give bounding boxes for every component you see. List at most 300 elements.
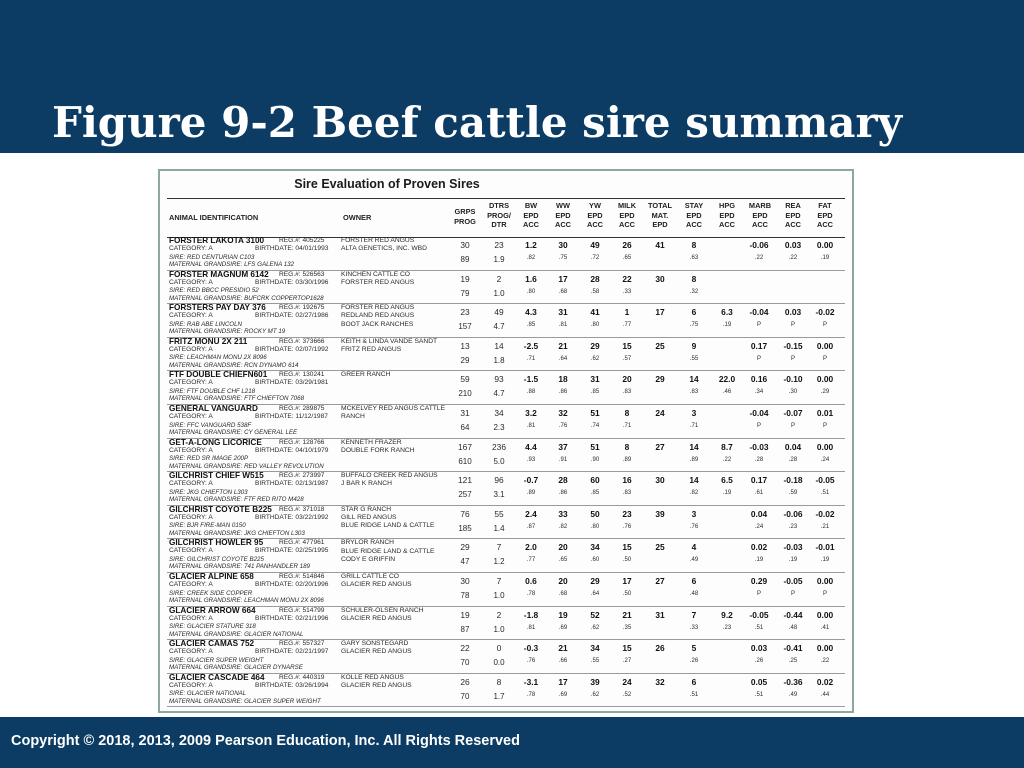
yw-acc: .72 (590, 255, 600, 261)
header-bw (516, 201, 546, 230)
registration-number: REG.#: 557327 (279, 640, 325, 648)
bw-acc: .77 (526, 557, 536, 564)
header-fat-line: FAT (818, 201, 832, 210)
sire: SIRE: CREEK SIDE COPPER (169, 589, 253, 597)
stay-epd: 4 (691, 542, 697, 553)
stay-epd: 6 (691, 576, 697, 586)
sire: SIRE: RED SR IMAGE 200P (169, 455, 249, 463)
registration-number: REG.#: 128766 (279, 438, 325, 446)
owner-name: DOUBLE FORK RANCH (341, 446, 415, 454)
marb-epd: 0.17 (750, 340, 768, 351)
fat-acc: P (822, 322, 827, 329)
rea-acc: P (790, 591, 795, 597)
owner-list (341, 506, 453, 531)
marb-epd: -0.06 (749, 240, 769, 250)
groups-value: 31 (460, 408, 470, 418)
stay-epd: 14 (689, 441, 699, 452)
category: CATEGORY: A (169, 648, 213, 656)
hpg-acc: .46 (722, 389, 732, 396)
bw-acc: .71 (526, 355, 536, 362)
animal-name: FORSTER MAGNUM 6142 (169, 269, 269, 279)
stay-epd: 9 (691, 340, 697, 351)
ww-acc: .69 (558, 624, 568, 631)
marb-epd: 0.02 (750, 542, 768, 553)
fat-epd: 0.00 (816, 340, 834, 351)
table-row (167, 270, 845, 305)
progeny-per-daughter: 4.7 (493, 322, 505, 332)
marb-epd: 0.05 (750, 676, 768, 687)
milk-acc: .65 (622, 255, 632, 261)
sire: SIRE: RAB ABE LINCOLN (169, 320, 243, 328)
birthdate: BIRTHDATE: 03/22/1992 (255, 513, 329, 521)
stay-acc: .83 (689, 389, 699, 396)
marb-acc: P (756, 591, 761, 597)
marb-acc: .19 (754, 557, 764, 564)
milk-epd: 15 (622, 643, 632, 654)
table-row (167, 303, 845, 338)
yw-epd: 29 (590, 340, 600, 351)
total-maternal-epd: 27 (655, 441, 665, 452)
table-row (167, 236, 845, 271)
progeny-value: 78 (460, 591, 470, 600)
fat-epd: -0.01 (815, 542, 835, 553)
table-row (167, 438, 845, 473)
header-yw-line: YW (589, 201, 601, 210)
fat-epd: 0.02 (816, 676, 834, 687)
milk-epd: 8 (624, 408, 630, 418)
ww-epd: 19 (558, 609, 568, 620)
total-maternal-epd: 25 (655, 542, 665, 553)
marb-epd: -0.03 (749, 441, 769, 452)
stay-acc: .48 (689, 591, 699, 597)
sire-evaluation-table (167, 176, 845, 706)
milk-acc: .71 (622, 423, 632, 429)
rea-acc: .49 (788, 691, 798, 698)
bw-epd: -3.1 (523, 676, 539, 687)
header-hpg-line: HPG (718, 201, 735, 210)
rea-epd: -0.05 (783, 576, 803, 586)
fat-acc: P (822, 591, 827, 597)
owner-name: GLACIER RED ANGUS (341, 581, 412, 589)
owner-name: RANCH (341, 413, 365, 421)
milk-epd: 16 (622, 475, 632, 486)
birthdate: BIRTHDATE: 04/10/1979 (255, 446, 329, 454)
table-row (167, 538, 845, 573)
milk-epd: 8 (624, 441, 630, 452)
owner-name: GREER RANCH (341, 371, 391, 379)
bw-epd: 1.2 (525, 240, 537, 250)
daughters-value: 8 (496, 676, 502, 687)
owner-name: ALTA GENETICS, INC. WBD (341, 245, 427, 253)
yw-epd: 51 (590, 408, 600, 418)
title-banner (0, 0, 1024, 153)
owner-name: GARY SONSTEGARD (341, 640, 409, 648)
ww-epd: 17 (558, 676, 568, 687)
progeny-per-daughter: 1.8 (493, 355, 505, 365)
owner-name: CODY E GRIFFIN (341, 555, 396, 563)
animal-name: GLACIER ARROW 664 (169, 605, 256, 615)
owner-name: GLACIER RED ANGUS (341, 614, 412, 622)
bw-acc: .78 (526, 691, 536, 698)
hpg-acc: .19 (722, 322, 732, 329)
rea-acc: P (790, 355, 795, 362)
total-maternal-epd: 17 (655, 307, 665, 318)
fat-epd: -0.02 (815, 307, 835, 318)
owner-name: SCHULER-OLSEN RANCH (341, 606, 424, 614)
maternal-grandsire: MATERNAL GRANDSIRE: CY GENERAL LEE (169, 429, 298, 436)
owner-name: GLACIER RED ANGUS (341, 648, 412, 656)
progeny-value: 79 (460, 288, 470, 298)
animal-name: GLACIER CASCADE 464 (169, 672, 265, 682)
daughters-value: 0 (496, 643, 502, 654)
owner-name: BLUE RIDGE LAND & CATTLE (341, 522, 435, 530)
header-grps-line: PROG (454, 216, 476, 226)
header-grps (450, 207, 480, 226)
yw-epd: 39 (590, 676, 600, 687)
registration-number: REG.#: 273997 (279, 472, 325, 480)
fat-epd: 0.00 (816, 441, 834, 452)
milk-acc: .35 (622, 624, 632, 631)
marb-epd: -0.05 (749, 609, 769, 620)
owner-name: BUFFALO CREEK RED ANGUS (341, 472, 438, 480)
bw-epd: -1.8 (523, 609, 539, 620)
stay-acc: .75 (689, 322, 699, 329)
registration-number: REG.#: 440319 (279, 673, 325, 681)
ww-acc: .65 (558, 557, 568, 564)
header-total-line: EPD (652, 220, 668, 229)
ww-acc: .75 (558, 255, 568, 261)
groups-value: 22 (460, 643, 470, 654)
owner-name: REDLAND RED ANGUS (341, 312, 415, 320)
progeny-per-daughter: 1.7 (493, 691, 505, 701)
owner-list (341, 640, 453, 656)
bw-epd: -0.3 (523, 643, 539, 654)
bw-acc: .82 (526, 255, 536, 261)
table-row (167, 673, 845, 708)
milk-acc: .50 (622, 557, 632, 564)
milk-epd: 15 (622, 340, 632, 351)
yw-epd: 52 (590, 609, 600, 620)
progeny-value: 610 (458, 456, 472, 466)
progeny-value: 64 (460, 423, 470, 432)
milk-epd: 24 (622, 676, 632, 687)
fat-acc: .41 (820, 624, 830, 631)
total-maternal-epd: 30 (655, 273, 665, 284)
header-bw-line: BW (524, 201, 538, 210)
registration-number: REG.#: 405225 (279, 237, 325, 244)
rea-epd: -0.06 (783, 508, 803, 519)
groups-value: 26 (460, 676, 470, 687)
marb-epd: 0.17 (750, 475, 768, 486)
birthdate: BIRTHDATE: 02/21/1996 (255, 614, 329, 622)
header-ww-line: WW (556, 201, 570, 210)
marb-epd: -0.04 (749, 408, 769, 418)
owner-list (341, 439, 453, 455)
stay-acc: .76 (689, 523, 699, 530)
header-yw-line: EPD (587, 210, 603, 220)
header-grps-line: GRPS (454, 207, 476, 216)
hpg-epd: 9.2 (721, 609, 733, 620)
progeny-value: 89 (460, 255, 470, 264)
table-row (167, 639, 845, 674)
header-bw-line: EPD (523, 210, 539, 220)
rea-epd: -0.41 (783, 643, 803, 654)
progeny-per-daughter: 1.0 (493, 624, 505, 634)
bw-epd: 4.4 (525, 441, 537, 452)
header-marb-line: EPD (752, 210, 768, 220)
owner-list (341, 338, 453, 354)
sire: SIRE: JKG CHIEFTON L303 (169, 488, 248, 496)
owner-name: J BAR K RANCH (341, 480, 392, 488)
birthdate: BIRTHDATE: 02/21/1997 (255, 648, 329, 656)
yw-epd: 41 (590, 307, 600, 318)
table-row (167, 606, 845, 641)
bw-epd: -0.7 (523, 475, 539, 486)
rea-acc: P (790, 322, 795, 329)
fat-epd: 0.00 (816, 374, 834, 385)
header-fat-line: EPD (817, 210, 833, 220)
progeny-per-daughter: 5.0 (493, 456, 505, 466)
bw-acc: .93 (526, 456, 536, 463)
category: CATEGORY: A (169, 312, 213, 320)
ww-epd: 30 (558, 240, 568, 250)
bw-epd: 2.4 (525, 508, 537, 519)
maternal-grandsire: MATERNAL GRANDSIRE: FTF RED RITO M428 (169, 496, 304, 504)
animal-name: GET-A-LONG LICORICE (169, 437, 262, 447)
total-maternal-epd: 39 (655, 508, 665, 519)
registration-number: REG.#: 514846 (279, 573, 325, 580)
hpg-epd: 6.5 (721, 475, 733, 486)
daughters-value: 34 (494, 408, 504, 418)
hpg-epd: 8.7 (721, 441, 733, 452)
rea-acc: .19 (788, 557, 798, 564)
milk-epd: 26 (622, 240, 632, 250)
bw-epd: -2.5 (523, 340, 539, 351)
header-stay-line: EPD (686, 210, 702, 220)
daughters-value: 2 (496, 609, 502, 620)
sire: SIRE: BJR FIRE-MAN 0150 (169, 522, 246, 530)
groups-value: 167 (458, 441, 472, 452)
table-row (167, 337, 845, 372)
header-yw (580, 201, 610, 230)
stay-acc: .26 (689, 658, 699, 665)
milk-acc: .83 (622, 389, 632, 396)
groups-value: 13 (460, 340, 470, 351)
header-milk-line: MILK (617, 201, 637, 210)
birthdate: BIRTHDATE: 02/25/1995 (255, 547, 329, 555)
milk-epd: 15 (622, 542, 632, 553)
sire: SIRE: GLACIER SUPER WEIGHT (169, 656, 264, 664)
marb-epd: 0.04 (750, 508, 768, 519)
owner-name: BOOT JACK RANCHES (341, 320, 414, 328)
bw-acc: .80 (526, 288, 536, 295)
owner-name: MCKELVEY RED ANGUS CATTLE (341, 405, 446, 412)
rea-epd: -0.44 (783, 609, 803, 620)
groups-value: 19 (460, 273, 470, 284)
stay-acc: .63 (689, 255, 699, 261)
category: CATEGORY: A (169, 681, 213, 689)
birthdate: BIRTHDATE: 02/13/1987 (255, 480, 329, 488)
fat-epd: -0.05 (815, 475, 835, 486)
rea-epd: -0.18 (783, 475, 803, 486)
owner-name: KENNETH FRAZER (341, 438, 402, 446)
rea-acc: .48 (788, 624, 798, 631)
groups-value: 30 (460, 240, 470, 250)
fat-acc: P (822, 355, 827, 362)
owner-name: KOLLE RED ANGUS (341, 673, 404, 681)
yw-acc: .62 (590, 624, 600, 631)
rea-epd: 0.03 (784, 307, 802, 318)
header-hpg-line: EPD (719, 210, 735, 220)
bw-acc: .76 (526, 658, 536, 665)
table-row (167, 471, 845, 506)
ww-epd: 33 (558, 508, 568, 519)
stay-epd: 6 (691, 676, 697, 687)
progeny-per-daughter: 0.0 (493, 658, 505, 668)
marb-epd: -0.04 (749, 307, 769, 318)
yw-acc: .74 (590, 423, 600, 429)
fat-epd: 0.00 (816, 576, 834, 586)
stay-acc: .32 (689, 288, 699, 295)
ww-epd: 18 (558, 374, 568, 385)
owner-list (341, 405, 453, 421)
milk-acc: .89 (622, 456, 632, 463)
rea-acc: .59 (788, 490, 798, 497)
ww-epd: 17 (558, 273, 568, 284)
ww-acc: .69 (558, 691, 568, 698)
ww-acc: .81 (558, 322, 568, 329)
header-marb (744, 201, 776, 230)
yw-acc: .62 (590, 691, 600, 698)
daughters-value: 236 (492, 441, 506, 452)
animal-name: FRITZ MONU 2X 211 (169, 336, 248, 346)
bw-epd: 3.2 (525, 408, 537, 418)
category: CATEGORY: A (169, 446, 213, 454)
category: CATEGORY: A (169, 547, 213, 555)
registration-number: REG.#: 514799 (279, 606, 325, 614)
footer-banner (0, 717, 1024, 768)
owner-list (341, 573, 453, 589)
milk-acc: .33 (622, 288, 632, 295)
progeny-value: 47 (460, 557, 470, 567)
owner-list (341, 271, 453, 287)
copyright-notice: Copyright © 2018, 2013, 2009 Pearson Education, Inc. All Rights Reserved (11, 733, 520, 749)
daughters-value: 49 (494, 307, 504, 318)
ww-acc: .68 (558, 591, 568, 597)
total-maternal-epd: 30 (655, 475, 665, 486)
sire: SIRE: GLACIER STATURE 318 (169, 623, 256, 631)
milk-epd: 17 (622, 576, 632, 586)
total-maternal-epd: 32 (655, 676, 665, 687)
marb-acc: .26 (754, 658, 764, 665)
progeny-per-daughter: 1.2 (493, 557, 505, 567)
header-stay-line: STAY (684, 201, 704, 210)
progeny-per-daughter: 1.4 (493, 523, 505, 533)
yw-acc: .62 (590, 355, 600, 362)
stay-acc: .49 (689, 557, 699, 564)
owner-list (341, 304, 453, 329)
ww-acc: .86 (558, 389, 568, 396)
ww-acc: .91 (558, 456, 568, 463)
bw-acc: .89 (526, 490, 536, 497)
table-header (167, 198, 845, 238)
yw-acc: .55 (590, 658, 600, 665)
stay-epd: 14 (689, 475, 699, 486)
yw-epd: 60 (590, 475, 600, 486)
rea-epd: -0.36 (783, 676, 803, 687)
progeny-value: 70 (460, 691, 470, 701)
maternal-grandsire: MATERNAL GRANDSIRE: GLACIER SUPER WEIGHT (169, 697, 321, 705)
bw-acc: .81 (526, 624, 536, 631)
owner-name: BLUE RIDGE LAND & CATTLE (341, 547, 435, 555)
ww-acc: .86 (558, 490, 568, 497)
sire: SIRE: RED BBCC PRESIDIO 52 (169, 287, 259, 295)
owner-list (341, 607, 453, 623)
total-maternal-epd: 25 (655, 340, 665, 351)
maternal-grandsire: MATERNAL GRANDSIRE: RCN DYNAMO 614 (169, 361, 299, 369)
daughters-value: 2 (496, 273, 502, 284)
yw-epd: 34 (590, 542, 600, 553)
bw-epd: 1.6 (525, 273, 537, 284)
animal-name: GLACIER ALPINE 658 (169, 572, 254, 581)
yw-acc: .85 (590, 389, 600, 396)
milk-acc: .57 (622, 355, 632, 362)
fat-acc: .22 (820, 658, 830, 665)
owner-list (341, 539, 453, 564)
progeny-per-daughter: 1.0 (493, 591, 505, 600)
milk-epd: 20 (622, 374, 632, 385)
rea-acc: .23 (788, 523, 798, 530)
progeny-per-daughter: 2.3 (493, 423, 505, 432)
marb-acc: .51 (754, 624, 764, 631)
rea-epd: -0.03 (783, 542, 803, 553)
category: CATEGORY: A (169, 614, 213, 622)
progeny-value: 157 (458, 322, 472, 332)
bw-acc: .87 (526, 523, 536, 530)
ww-acc: .66 (558, 658, 568, 665)
progeny-per-daughter: 1.0 (493, 288, 505, 298)
header-total-line: TOTAL (648, 201, 672, 210)
header-ww-line: ACC (554, 220, 571, 229)
progeny-value: 185 (458, 523, 472, 533)
total-maternal-epd: 24 (655, 408, 665, 418)
fat-epd: 0.00 (816, 609, 834, 620)
fat-acc: .29 (820, 389, 830, 396)
registration-number: REG.#: 477961 (279, 539, 325, 547)
maternal-grandsire: MATERNAL GRANDSIRE: ROCKY MT 19 (169, 328, 286, 336)
yw-epd: 34 (590, 643, 600, 654)
birthdate: BIRTHDATE: 04/01/1993 (255, 245, 329, 252)
yw-acc: .80 (590, 322, 600, 329)
fat-epd: 0.00 (816, 643, 834, 654)
ww-epd: 28 (558, 475, 568, 486)
marb-acc: .24 (754, 523, 764, 530)
table-row (167, 370, 845, 405)
rea-epd: 0.04 (784, 441, 802, 452)
stay-acc: .89 (689, 456, 699, 463)
bw-acc: .78 (526, 591, 536, 597)
yw-epd: 31 (590, 374, 600, 385)
category: CATEGORY: A (169, 245, 213, 252)
header-rea-line: REA (785, 201, 801, 210)
maternal-grandsire: MATERNAL GRANDSIRE: LEACHMAN MONU 2X 8096 (169, 597, 324, 604)
registration-number: REG.#: 192675 (279, 304, 325, 312)
groups-value: 76 (460, 508, 470, 519)
daughters-value: 23 (494, 240, 504, 250)
rea-acc: .30 (788, 389, 798, 396)
progeny-value: 70 (460, 658, 470, 668)
owner-name: GILL RED ANGUS (341, 514, 397, 521)
